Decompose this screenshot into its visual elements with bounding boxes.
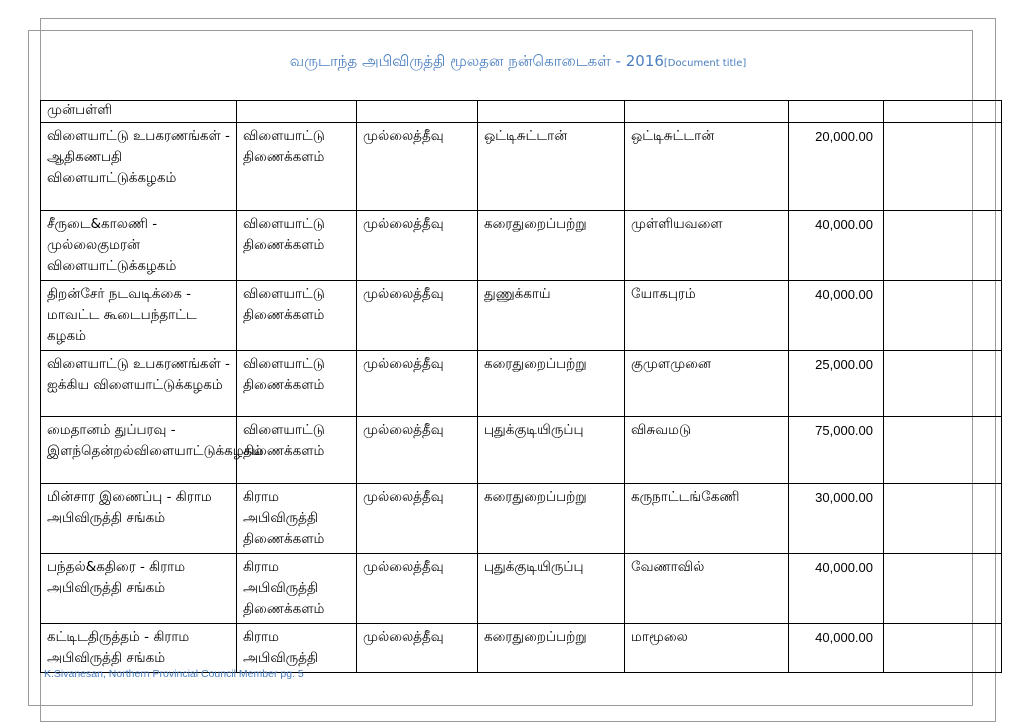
table-cell [625,101,789,123]
village-cell: விசுவமடு [625,417,789,484]
village-cell: ஒட்டிசுட்டான் [625,123,789,211]
amount-cell: 40,000.00 [789,281,884,351]
district-cell: முல்லைத்தீவு [357,484,478,554]
agency-cell: விளையாட்டு திணைக்களம் [237,417,357,484]
extra-cell [884,417,1002,484]
division-cell: கரைதுறைப்பற்று [478,351,625,417]
extra-cell [884,484,1002,554]
table-row [41,101,1002,123]
project-cell: பந்தல்&கதிரை - கிராம அபிவிருத்தி சங்கம் [41,554,237,624]
agency-cell: விளையாட்டு திணைக்களம் [237,123,357,211]
extra-cell [884,123,1002,211]
agency-cell: கிராம அபிவிருத்தி [237,624,357,673]
district-cell: முல்லைத்தீவு [357,417,478,484]
extra-cell [884,281,1002,351]
district-cell: முல்லைத்தீவு [357,351,478,417]
division-cell: துணுக்காய் [478,281,625,351]
division-cell: கரைதுறைப்பற்று [478,624,625,673]
project-cell: சீருடை&காலணி - முல்லைகுமரன் விளையாட்டுக்கழகம் [41,211,237,281]
amount-cell: 75,000.00 [789,417,884,484]
village-cell: வேணாவில் [625,554,789,624]
extra-cell [884,554,1002,624]
extra-cell [884,351,1002,417]
division-cell: கரைதுறைப்பற்று [478,211,625,281]
district-cell: முல்லைத்தீவு [357,624,478,673]
table-row [41,123,1002,211]
extra-cell [884,211,1002,281]
agency-cell: கிராம அபிவிருத்தி திணைக்களம் [237,484,357,554]
amount-cell: 40,000.00 [789,554,884,624]
agency-cell: விளையாட்டு திணைக்களம் [237,351,357,417]
agency-cell: கிராம அபிவிருத்தி திணைக்களம் [237,554,357,624]
document-title-suffix: [Document title] [663,58,747,69]
table-cell [237,101,357,123]
table-cell [357,101,478,123]
table-row [41,351,1002,417]
table-row [41,417,1002,484]
document-title-text: வருடாந்த அபிவிருத்தி மூலதன நன்கொடைகள் - 2016 [289,52,664,70]
division-cell: கரைதுறைப்பற்று [478,484,625,554]
village-cell: முள்ளியவளை [625,211,789,281]
table-cell [884,101,1002,123]
extra-cell [884,624,1002,673]
project-cell: கட்டிடதிருத்தம் - கிராம அபிவிருத்தி சங்கம் [41,624,237,673]
project-cell: விளையாட்டு உபகரணங்கள் - ஐக்கிய விளையாட்டுக்கழகம் [41,351,237,417]
table-row [41,281,1002,351]
amount-cell: 40,000.00 [789,211,884,281]
table-cell [478,101,625,123]
division-cell: ஒட்டிசுட்டான் [478,123,625,211]
district-cell: முல்லைத்தீவு [357,123,478,211]
table-cell: முன்பள்ளி [41,101,237,123]
project-cell: விளையாட்டு உபகரணங்கள் - ஆதிகணபதி விளையாட்டுக்கழகம் [41,123,237,211]
table-row [41,624,1002,673]
village-cell: கருநாட்டங்கேணி [625,484,789,554]
village-cell: மாமூலை [625,624,789,673]
agency-cell: விளையாட்டு திணைக்களம் [237,211,357,281]
district-cell: முல்லைத்தீவு [357,211,478,281]
document-title [40,52,996,72]
table-row [41,484,1002,554]
page-footer: K.Sivanesan, Northern Provincial Council Member pg. 5 [44,668,304,680]
donations-table [40,100,1002,673]
table-row [41,554,1002,624]
amount-cell: 30,000.00 [789,484,884,554]
amount-cell: 20,000.00 [789,123,884,211]
amount-cell: 25,000.00 [789,351,884,417]
agency-cell: விளையாட்டு திணைக்களம் [237,281,357,351]
project-cell: மைதானம் துப்பரவு - இளந்தென்றல்விளையாட்டுக்கழகம் [41,417,237,484]
village-cell: யோகபுரம் [625,281,789,351]
table-row [41,211,1002,281]
project-cell: மின்சார இணைப்பு - கிராம அபிவிருத்தி சங்கம் [41,484,237,554]
district-cell: முல்லைத்தீவு [357,281,478,351]
table-cell [789,101,884,123]
district-cell: முல்லைத்தீவு [357,554,478,624]
project-cell: திறன்சேர் நடவடிக்கை - மாவட்ட கூடைபந்தாட்ட கழகம் [41,281,237,351]
amount-cell: 40,000.00 [789,624,884,673]
division-cell: புதுக்குடியிருப்பு [478,554,625,624]
village-cell: குமுளமுனை [625,351,789,417]
division-cell: புதுக்குடியிருப்பு [478,417,625,484]
